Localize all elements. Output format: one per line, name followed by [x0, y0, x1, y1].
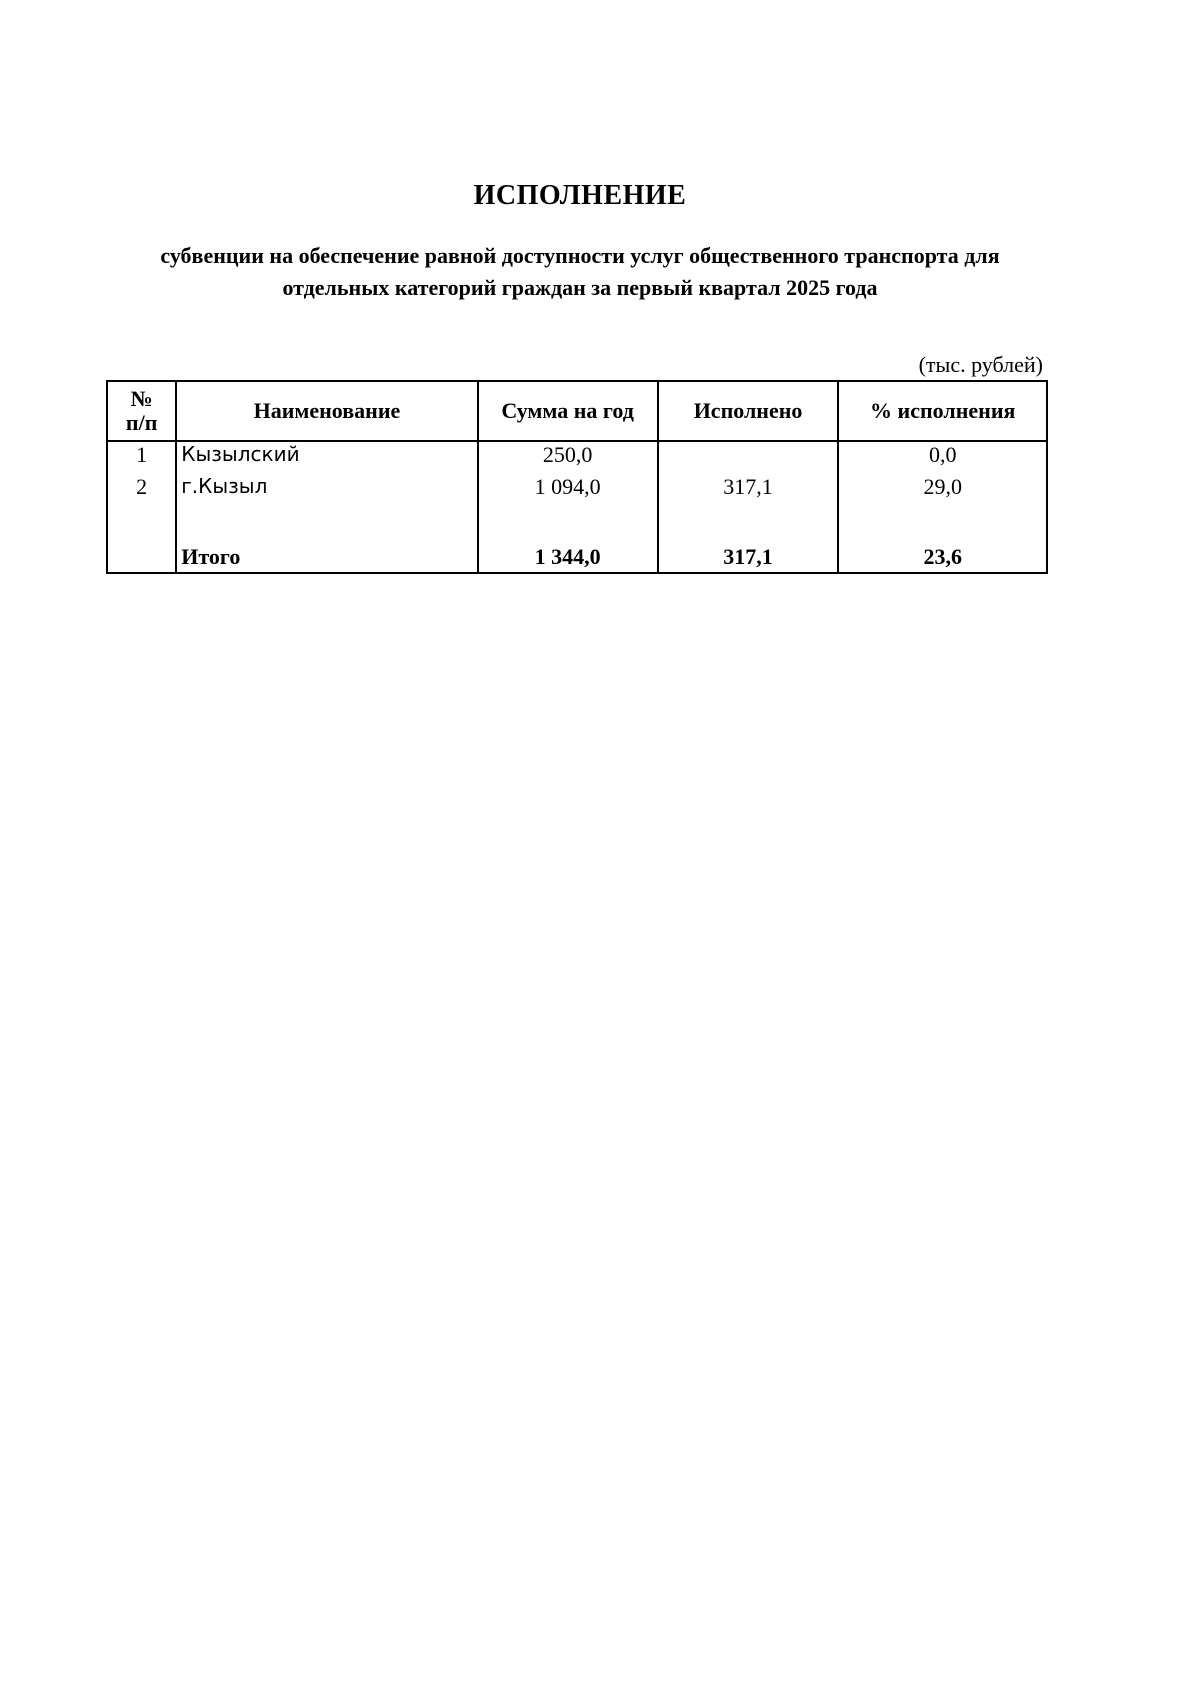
- spacer-cell: [107, 506, 176, 536]
- units-note: (тыс. рублей): [918, 352, 1043, 377]
- row-plan: 1 094,0: [478, 474, 658, 506]
- subtitle-line-2: отдельных категорий граждан за первый квартал 2025 года: [282, 275, 878, 300]
- total-done: 317,1: [658, 536, 839, 573]
- header-name: Наименование: [176, 381, 477, 441]
- total-plan: 1 344,0: [478, 536, 658, 573]
- header-num-line-2: п/п: [125, 410, 158, 435]
- spacer-cell: [478, 506, 658, 536]
- row-num: 1: [107, 441, 176, 474]
- header-num: [107, 381, 176, 441]
- table-row: [107, 474, 1047, 506]
- spacer-row: [107, 506, 1047, 536]
- table-header-row: [107, 381, 1047, 441]
- header-num-line-1: №: [130, 386, 153, 411]
- header-done: Исполнено: [658, 381, 839, 441]
- row-name: г.Кызыл: [176, 474, 477, 506]
- document-title: ИСПОЛНЕНИЕ: [473, 180, 687, 211]
- spacer-cell: [176, 506, 477, 536]
- row-name: Кызылский: [176, 441, 477, 474]
- table-row: [107, 441, 1047, 474]
- row-pct: 0,0: [838, 441, 1047, 474]
- row-pct: 29,0: [838, 474, 1047, 506]
- report-table: [106, 380, 1048, 574]
- row-done: [658, 441, 839, 474]
- total-name: Итого: [176, 536, 477, 573]
- total-num: [107, 536, 176, 573]
- subtitle-line-1: субвенции на обеспечение равной доступности услуг общественного транспорта для: [160, 243, 1000, 268]
- document-subtitle: [100, 240, 1060, 304]
- total-pct: 23,6: [838, 536, 1047, 573]
- row-plan: 250,0: [478, 441, 658, 474]
- spacer-cell: [838, 506, 1047, 536]
- row-done: 317,1: [658, 474, 839, 506]
- total-row: [107, 536, 1047, 573]
- header-plan: Сумма на год: [478, 381, 658, 441]
- header-pct: % исполнения: [838, 381, 1047, 441]
- row-num: 2: [107, 474, 176, 506]
- spacer-cell: [658, 506, 839, 536]
